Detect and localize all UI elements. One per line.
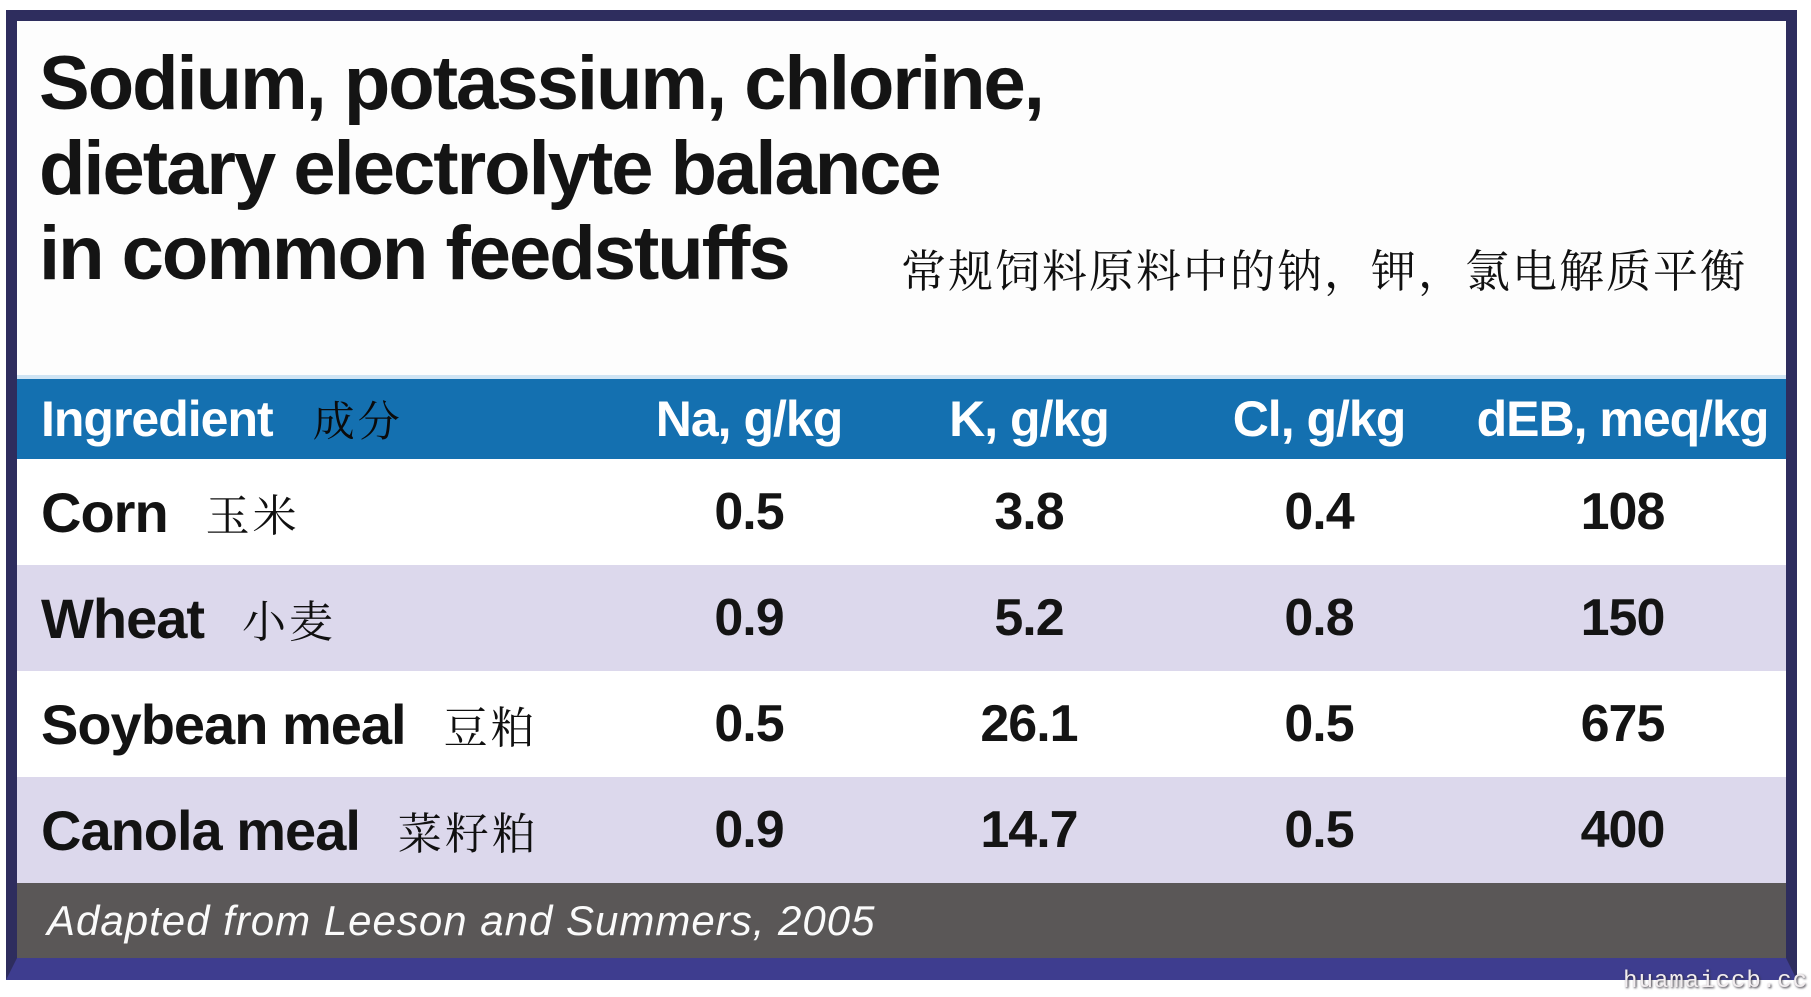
ingredient-name: Wheat xyxy=(41,586,204,650)
value-deb: 400 xyxy=(1580,801,1665,859)
ingredient-name-zh: 玉米 xyxy=(205,492,300,541)
table-row-canola-meal xyxy=(17,777,1786,883)
title-line-1: Sodium, potassium, chlorine, xyxy=(39,41,1043,126)
watermark-text: huamaiccb.cc xyxy=(1623,968,1808,995)
header-cell-ingredient xyxy=(17,389,619,449)
header-cell-na: Na, g/kg xyxy=(655,391,843,447)
value-k: 3.8 xyxy=(994,483,1064,541)
value-cl: 0.5 xyxy=(1284,801,1354,859)
value-cl: 0.5 xyxy=(1284,695,1354,753)
ingredient-cell xyxy=(17,586,619,651)
table-frame xyxy=(6,10,1797,980)
value-na: 0.9 xyxy=(714,801,784,859)
value-cl: 0.8 xyxy=(1284,589,1354,647)
title-area xyxy=(17,21,1786,375)
table-row-wheat xyxy=(17,565,1786,671)
ingredient-cell xyxy=(17,692,619,757)
ingredient-cell xyxy=(17,480,619,545)
ingredient-name-zh: 豆粕 xyxy=(443,704,538,753)
value-cl: 0.4 xyxy=(1284,483,1354,541)
header-ingredient-label-zh: 成分 xyxy=(312,400,403,446)
table-row-corn xyxy=(17,459,1786,565)
ingredient-name: Canola meal xyxy=(41,798,360,862)
source-footer xyxy=(17,883,1786,958)
header-cell-k: K, g/kg xyxy=(949,391,1109,447)
ingredient-name: Corn xyxy=(41,480,168,544)
page-title-chinese: 常规饲料原料中的钠，钾，氯电解质平衡 xyxy=(901,247,1748,297)
table-row-soybean-meal xyxy=(17,671,1786,777)
header-cell-deb: dEB, meq/kg xyxy=(1476,391,1769,447)
ingredient-name-zh: 菜籽粕 xyxy=(397,810,539,859)
table-header-row xyxy=(17,375,1786,459)
value-na: 0.5 xyxy=(714,483,784,541)
value-k: 26.1 xyxy=(980,695,1078,753)
title-line-2: dietary electrolyte balance xyxy=(39,126,940,211)
value-k: 14.7 xyxy=(980,801,1078,859)
ingredient-name: Soybean meal xyxy=(41,692,406,756)
value-k: 5.2 xyxy=(994,589,1064,647)
ingredient-name-zh: 小麦 xyxy=(242,598,336,647)
ingredient-cell xyxy=(17,798,619,863)
header-ingredient-label: Ingredient xyxy=(41,391,273,447)
value-na: 0.5 xyxy=(714,695,784,753)
title-line-3: in common feedstuffs xyxy=(39,211,789,296)
header-cell-cl: Cl, g/kg xyxy=(1232,391,1406,447)
value-na: 0.9 xyxy=(714,589,784,647)
value-deb: 108 xyxy=(1580,483,1665,541)
source-text: Adapted from Leeson and Summers, 2005 xyxy=(47,896,876,944)
value-deb: 150 xyxy=(1580,589,1665,647)
value-deb: 675 xyxy=(1580,695,1665,753)
